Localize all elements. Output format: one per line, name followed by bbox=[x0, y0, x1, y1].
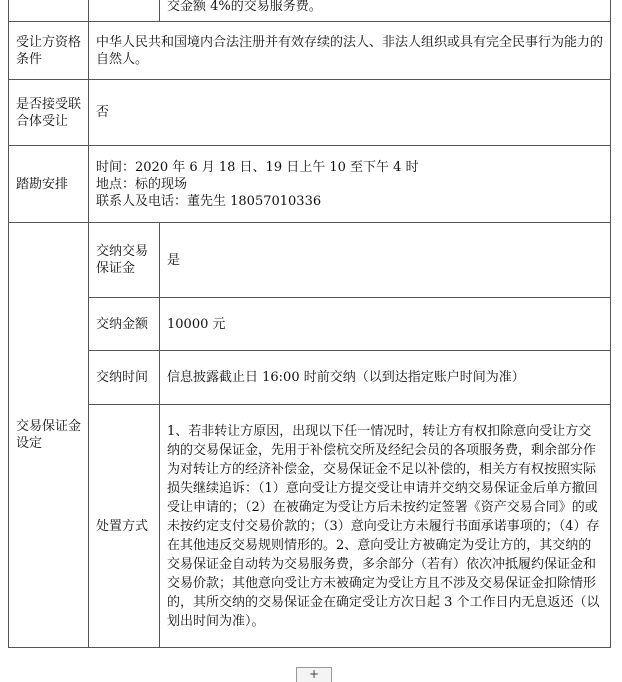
empty-label-cell bbox=[9, 0, 89, 22]
table-row bbox=[9, 298, 611, 351]
inspection-contact: 联系人及电话：董先生 18057010336 bbox=[96, 193, 322, 209]
table-row bbox=[9, 22, 611, 80]
qualification-value: 中华人民共和国境内合法注册并有效存续的法人、非法人组织或具有完全民事行为能力的自然人。 bbox=[89, 22, 611, 80]
disposal-label: 处置方式 bbox=[89, 405, 160, 648]
amount-label: 交纳金额 bbox=[89, 298, 160, 351]
inspection-label: 踏勘安排 bbox=[9, 146, 89, 223]
table-row bbox=[9, 223, 611, 298]
pay-time-label: 交纳时间 bbox=[89, 351, 160, 405]
listing-info-table bbox=[8, 0, 611, 648]
inspection-time: 时间：2020 年 6 月 18 日、19 日上午 10 至下午 4 时 bbox=[96, 159, 419, 175]
consortium-value: 否 bbox=[89, 80, 611, 146]
pay-deposit-label: 交纳交易保证金 bbox=[89, 223, 160, 298]
table-row bbox=[9, 351, 611, 405]
disposal-value: 1、若非转让方原因，出现以下任一情况时，转让方有权扣除意向受让方交纳的交易保证金，先用于补偿杭交所及经纪会员的各项服务费，剩余部分作为对转让方的经济补偿金，交易保证金不足以补偿的，相关方有权按照实际损失继续追诉：（1）意向受让方提交受让申请并交纳交易保证金后单方撤回受让申请的；（2）在被确定为受让方后未按约定签署《资产交易合同》的或未按约定支付交易价款的；（3）意向受让方未履行书面承诺事项的；（4）存在其他违反交易规则情形的。2、意向受让方被确定为受让方的，其交纳的交易保证金自动转为交易服务费，多余部分（若有）依次冲抵履约保证金和交易价款；其他意向受让方未被确定为受让方且不涉及交易保证金扣除情形的，其所交纳的交易保证金在确定受让方次日起 3 个工作日内无息返还（以划出时间为准）。 bbox=[160, 405, 611, 648]
empty-sublabel-cell bbox=[89, 0, 160, 22]
consortium-label: 是否接受联合体受让 bbox=[9, 80, 89, 146]
fee-note-cell: 交金额 4%的交易服务费。 bbox=[160, 0, 611, 22]
add-sheet-button[interactable]: + bbox=[296, 667, 332, 682]
pay-deposit-value: 是 bbox=[160, 223, 611, 298]
pay-time-value: 信息披露截止日 16:00 时前交纳（以到达指定账户时间为准） bbox=[160, 351, 611, 405]
inspection-place: 地点：标的现场 bbox=[96, 176, 188, 192]
table-row bbox=[9, 405, 611, 648]
qualification-label: 受让方资格条件 bbox=[9, 22, 89, 80]
inspection-value bbox=[89, 146, 611, 223]
amount-value: 10000 元 bbox=[160, 298, 611, 351]
table-row bbox=[9, 80, 611, 146]
table-row bbox=[9, 0, 611, 22]
deposit-label: 交易保证金设定 bbox=[9, 223, 89, 648]
table-row bbox=[9, 146, 611, 223]
